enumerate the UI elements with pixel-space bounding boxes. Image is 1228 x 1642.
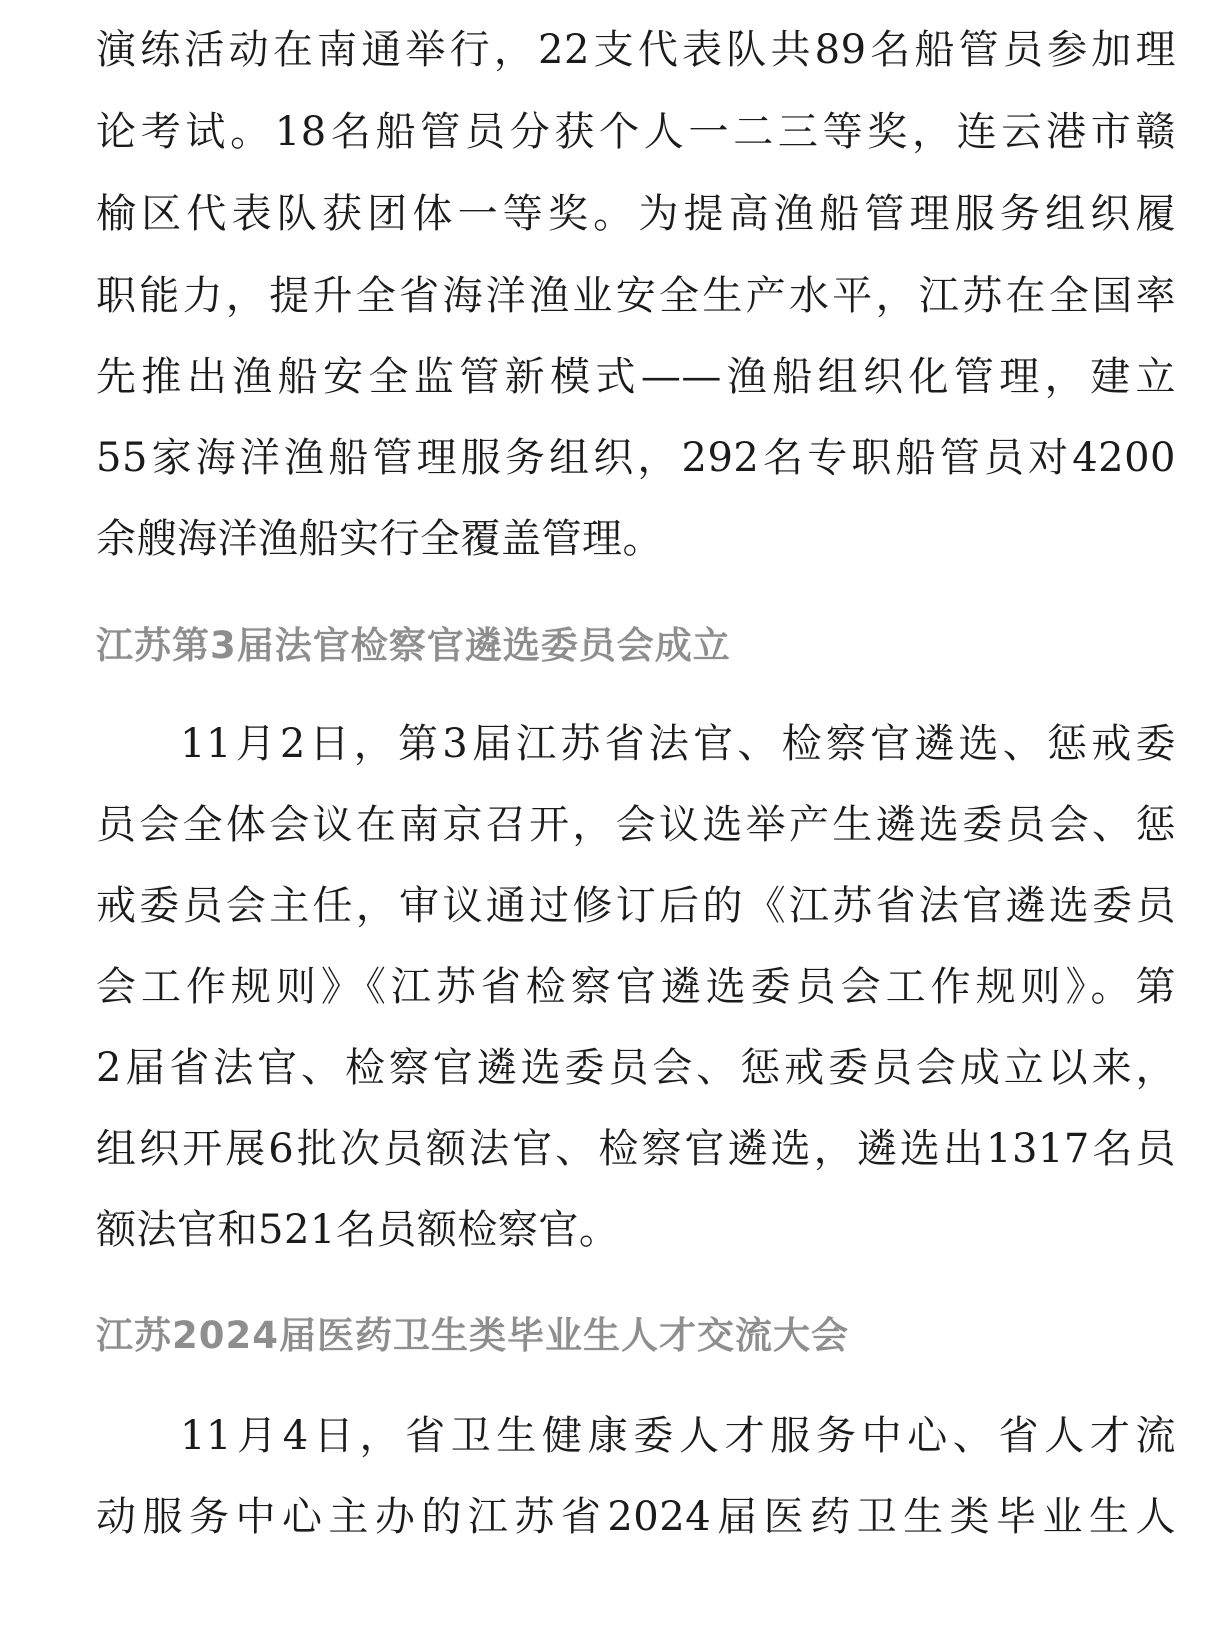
paragraph-line: 2届省法官、检察官遴选委员会、惩戒委员会成立以来， <box>96 1045 1176 1091</box>
paragraph-line: 55家海洋渔船管理服务组织，292名专职船管员对4200 <box>96 435 1176 481</box>
paragraph-line: 额法官和521名员额检察官。 <box>96 1207 620 1253</box>
paragraph-line: 员会全体会议在南京召开，会议选举产生遴选委员会、惩 <box>96 802 1176 848</box>
section-heading-medical-graduates-fair: 江苏2024届医药卫生类毕业生人才交流大会 <box>96 1314 849 1357</box>
paragraph-line: 演练活动在南通举行，22支代表队共89名船管员参加理 <box>96 27 1176 73</box>
paragraph-line: 戒委员会主任，审议通过修订后的《江苏省法官遴选委员 <box>96 883 1176 929</box>
paragraph-line: 论考试。18名船管员分获个人一二三等奖，连云港市赣 <box>96 109 1176 155</box>
paragraph-line: 11月2日，第3届江苏省法官、检察官遴选、惩戒委 <box>180 721 1176 767</box>
paragraph-line: 动服务中心主办的江苏省2024届医药卫生类毕业生人 <box>96 1494 1176 1540</box>
paragraph-line: 职能力，提升全省海洋渔业安全生产水平，江苏在全国率 <box>96 273 1176 319</box>
document-page <box>96 0 1176 1642</box>
section-heading-judges-committee: 江苏第3届法官检察官遴选委员会成立 <box>96 624 731 667</box>
paragraph-line: 榆区代表队获团体一等奖。为提高渔船管理服务组织履 <box>96 191 1176 237</box>
paragraph-line: 会工作规则》《江苏省检察官遴选委员会工作规则》。第 <box>96 964 1176 1010</box>
paragraph-line: 组织开展6批次员额法官、检察官遴选，遴选出1317名员 <box>96 1126 1176 1172</box>
paragraph-line: 先推出渔船安全监管新模式——渔船组织化管理，建立 <box>96 354 1176 400</box>
paragraph-line: 余艘海洋渔船实行全覆盖管理。 <box>96 516 663 562</box>
paragraph-line: 11月4日，省卫生健康委人才服务中心、省人才流 <box>180 1413 1176 1459</box>
